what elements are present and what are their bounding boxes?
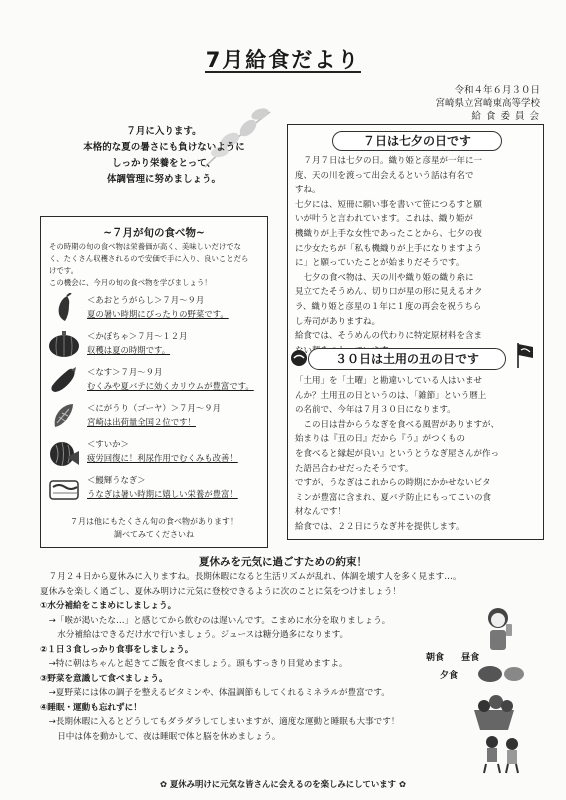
seasonal-intro: [49, 241, 261, 289]
intro-message: [64, 124, 264, 188]
doyo-line: 給食では、２２日にうなぎ丼を提供します。: [295, 521, 465, 532]
tanabata-title: ７日は七夕の日です: [332, 131, 502, 151]
seasonal-intro-line: この機会に、今月の旬の食べ物を学びましょう！: [49, 278, 212, 287]
summer-line: →「喉が渇いたな…」と感じてから飲むのは遅いんです。こまめに水分を取りましょう。: [40, 615, 391, 626]
meal-label-breakfast: 朝食: [426, 653, 445, 663]
tanabata-line: 見立てたそうめん、切り口が星の形に見えるオク: [295, 287, 483, 298]
doyo-line: た語呂合わせだったそうです。: [295, 463, 414, 474]
meal-labels: [426, 650, 479, 663]
food-desc: 宮崎は出荷量全国２位です！: [87, 417, 196, 427]
food-item: [47, 363, 263, 399]
summer-point: ②１日３食しっかり食事をしましょう。: [40, 644, 194, 655]
committee-name: 給 食 委 員 会: [471, 111, 540, 122]
flag-icon: [514, 341, 536, 369]
seasonal-intro-line: く、たくさん収穫されるので安価で手に入り、良いことだら: [49, 254, 249, 263]
doyo-line: ミンが豊富に含まれ、夏バテ防止にもってこいの食: [295, 492, 492, 503]
tanabata-line: いが叶うと言われています。これは、織り姫が: [295, 214, 473, 225]
seasonal-intro-line: けです。: [49, 266, 78, 275]
summer-line: ７月２４日から夏休みに入りますね。長期休暇になると生活リズムが乱れ、体調を壊す人を多く見ます…。: [40, 572, 462, 582]
sparkle-icon: ✿: [398, 779, 407, 789]
doyo-line: 材なんです！: [295, 507, 347, 518]
title-underline: [205, 71, 361, 73]
eel-sign-icon: [290, 347, 308, 369]
watermelon-icon: [47, 437, 81, 467]
tanabata-line: すね。: [295, 185, 321, 196]
food-item: [47, 471, 263, 507]
tanabata-line: 機織りが上手な女性であったことから、七夕の夜: [295, 228, 482, 239]
seasonal-footer: [41, 515, 267, 541]
intro-line: ７月に入ります。: [126, 126, 202, 137]
food-desc: 疲労回復に！利尿作用でむくみも改善！: [87, 453, 238, 463]
doyo-line: の名前で、今年は７月３０日になります。: [295, 405, 456, 416]
issue-date: 令和４年６月３０日: [454, 85, 540, 96]
closing-message: [0, 778, 566, 790]
girl-drinking-icon: [476, 604, 520, 654]
tanabata-line: 給食では、そうめんの代わりに特定原材料を含ま: [295, 331, 483, 342]
summer-point: ①水分補給をこまめにしましょう。: [40, 601, 177, 611]
seasonal-heading: ~７月が旬の食べ物~: [103, 227, 205, 239]
closing-text: 夏休み明けに元気な皆さんに会えるのを楽しみにしています: [169, 779, 397, 789]
food-desc: 夏の暑い時期にぴったりの野菜です。: [87, 309, 229, 319]
tanabata-body: [295, 154, 537, 358]
vegetable-basket-icon: [470, 692, 518, 732]
green-pepper-icon: [47, 293, 81, 323]
meal-label-lunch: 昼食: [461, 653, 480, 663]
doyo-line: んか？土用丑の日というのは、「雑節」という暦上: [295, 390, 487, 401]
summer-line: →夏野菜には体の調子を整えるビタミンや、体温調節もしてくれるミネラルが豊富です。: [40, 688, 390, 698]
seasonal-food-box: [40, 216, 268, 548]
page-title: 7月給食だより: [205, 48, 361, 72]
summer-line: 夏休みを楽しく過ごし、夏休み明けに元気に登校できるように次のことに気をつけましょう！: [40, 586, 401, 597]
intro-line: 本格的な夏の暑さにも負けないように: [83, 142, 245, 153]
food-title: ＜かぼちゃ＞７月～１２月: [87, 331, 188, 341]
doyo-line: を食べると縁起が良い』というとうなぎ屋さんが作っ: [295, 448, 500, 459]
summer-heading: 夏休みを元気に過ごすための約束！: [199, 556, 367, 568]
meal-plates-icon: [476, 660, 526, 686]
doyo-line: 「土用」を「土曜」と勘違いしている人はいませ: [295, 376, 483, 386]
doyo-title: ３０日は土用の丑の日です: [308, 348, 506, 370]
summer-line: →特に朝はちゃんと起きてご飯を食べましょう。頭もすっきり目覚めますよ。: [40, 659, 348, 669]
food-item: [47, 435, 263, 471]
tanabata-line: ラ、織り姫と彦星の１年に１度の再会を祝うちら: [295, 301, 482, 312]
doyo-line: 始まりは『丑の日』だから『う』がつくもの: [295, 434, 466, 445]
children-exercise-icon: [478, 734, 526, 774]
food-title: ＜すいか＞: [87, 439, 129, 449]
eel-icon: [47, 473, 81, 503]
school-name: 宮崎県立宮崎東高等学校: [435, 98, 540, 109]
intro-line: しっかり栄養をとって、: [111, 158, 217, 169]
seasonal-intro-line: その時期の旬の食べ物は栄養価が高く、美味しいだけでな: [49, 242, 242, 251]
food-title: ＜にがうり（ゴーヤ）＞７月～９月: [87, 403, 221, 413]
food-title: ＜なす＞７月～９月: [87, 367, 163, 377]
pumpkin-icon: [47, 329, 81, 359]
tanabata-line: ７月７日は七夕の日。織り姫と彦星が一年に一: [295, 156, 483, 166]
tanabata-line: し寿司がありますね。: [295, 316, 381, 327]
summer-point: ④睡眠・運動も忘れずに！: [40, 702, 142, 713]
doyo-line: ですが、うなぎはこれからの時期にかかせないビタ: [295, 478, 491, 489]
bitter-gourd-icon: [47, 401, 81, 431]
food-item: [47, 327, 263, 363]
food-item: [47, 399, 263, 435]
food-desc: むくみや夏バテに効くカリウムが豊富です。: [87, 381, 254, 391]
seasonal-footer-line: ７月は他にもたくさん旬の食べ物があります！: [70, 517, 238, 526]
tanabata-line: に少女たちが「私も機織りが上手になりますよう: [295, 243, 483, 254]
eggplant-icon: [47, 365, 81, 395]
food-title: ＜あおとうがらし＞７月～９月: [87, 295, 205, 305]
tanabata-line: に」と願っていたことが始まりだそうです。: [295, 258, 465, 269]
summer-line: 水分補給はできるだけ水で行いましょう。ジュースは糖分過多になります。: [40, 630, 349, 640]
issuer-block: [435, 84, 540, 123]
tanabata-line: 七夕の食べ物は、天の川や織り姫の織り糸に: [295, 272, 474, 283]
doyo-line: この日は昔からうなぎを食べる風習がありますが、: [295, 419, 500, 430]
summer-body: [40, 570, 461, 744]
food-desc: うなぎは暑い時期に嬉しい栄養が豊富！: [87, 489, 238, 499]
food-title: ＜鰻輝うなぎ＞: [87, 475, 146, 485]
tanabata-line: 度、天の川を渡って出会えるという話は有名で: [295, 170, 474, 181]
doyo-body: [295, 374, 537, 535]
food-item: [47, 291, 263, 327]
summer-line: →長期休暇に入るとどうしてもダラダラしてしまいますが、適度な運動と睡眠も大事です！: [40, 717, 400, 727]
intro-line: 体調管理に努めましょう。: [106, 174, 221, 185]
tanabata-line: 七夕には、短冊に願い事を書いて笹につるすと願: [295, 199, 482, 210]
food-desc: 収穫は夏の時期です。: [87, 345, 171, 355]
seasonal-footer-line: 調べてみてくださいね: [114, 530, 194, 539]
summer-line: 日中は体を動かして、夜は睡眠で体と脳を休めましょう。: [40, 731, 281, 742]
events-box: [287, 124, 544, 540]
summer-point: ③野菜を意識して食べましょう。: [40, 673, 168, 684]
sun-icon: ✿: [159, 779, 168, 789]
meal-label-dinner: 夕食: [440, 671, 459, 681]
